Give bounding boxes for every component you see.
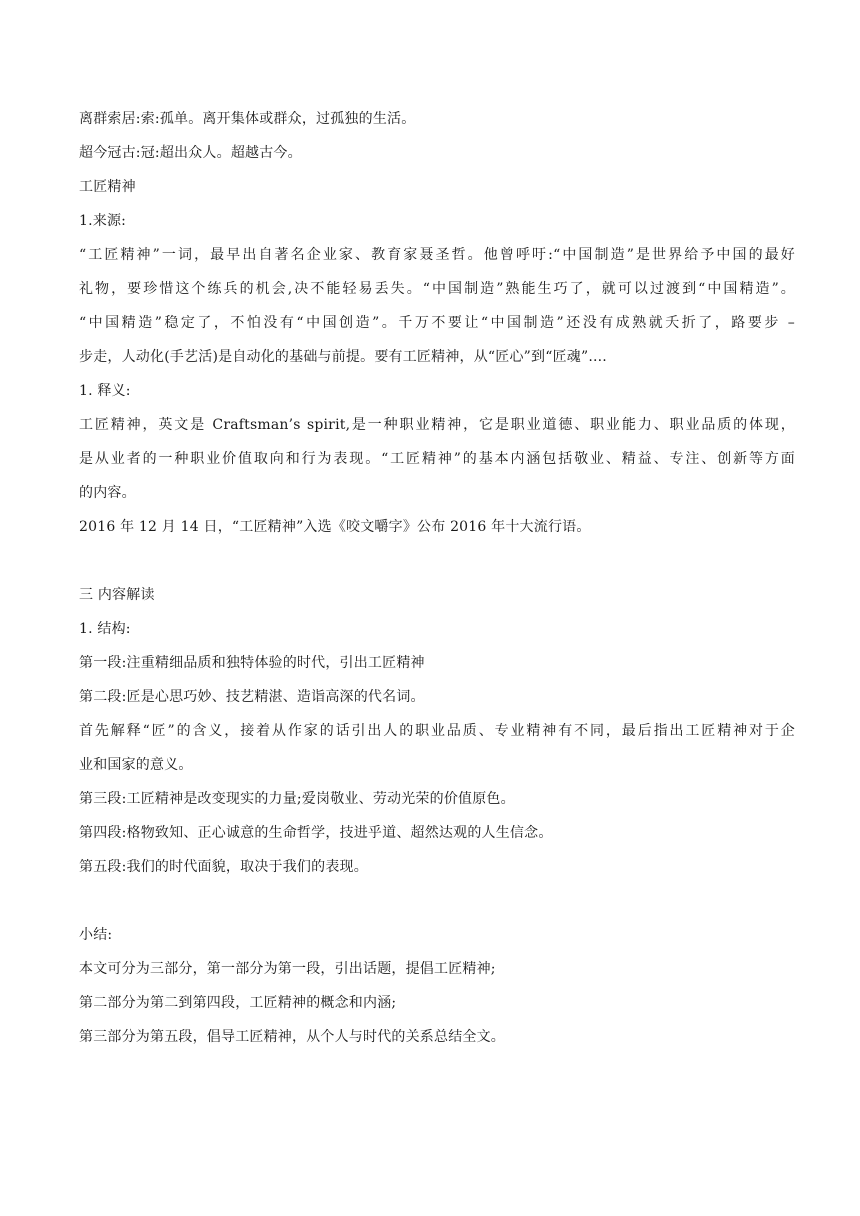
text-line: 2016 年 12 月 14 日，“工匠精神”入选《咬文嚼字》公布 2016 年十大流行语。: [79, 519, 591, 535]
text-line: 第五段:我们的时代面貌，取决于我们的表现。: [79, 859, 368, 875]
subsection-heading: 1. 结构:: [79, 621, 131, 637]
paragraph-line: 的内容。: [79, 485, 136, 501]
paragraph-line: “工匠精神”一词，最早出自著名企业家、教育家聂圣哲。他曾呼吁:“中国制造”是世界给予中国的最好: [79, 247, 795, 263]
text-line: 第三部分为第五段，倡导工匠精神，从个人与时代的关系总结全文。: [79, 1029, 505, 1045]
section-heading: 工匠精神: [79, 179, 136, 195]
section-heading: 小结:: [79, 927, 113, 943]
paragraph-line: 工匠精神，英文是 Craftsman’s spirit,是一种职业精神，它是职业道德、职业能力、职业品质的体现，: [79, 417, 795, 433]
text-line: 第四段:格物致知、正心诚意的生命哲学，技进乎道、超然达观的人生信念。: [79, 825, 553, 841]
paragraph-line: 是从业者的一种职业价值取向和行为表现。“工匠精神”的基本内涵包括敬业、精益、专注、创新等方面: [79, 451, 795, 467]
paragraph-line: 首先解释“匠”的含义，接着从作家的话引出人的职业品质、专业精神有不同，最后指出工匠精神对于企: [79, 723, 795, 739]
text-line: 第三段:工匠精神是改变现实的力量;爱岗敬业、劳动光荣的价值原色。: [79, 791, 515, 807]
text-line: 离群索居:索:孤单。离开集体或群众，过孤独的生活。: [79, 111, 416, 127]
text-line: 超今冠古:冠:超出众人。超越古今。: [79, 145, 302, 161]
section-heading: 三 内容解读: [79, 587, 155, 603]
paragraph-line: “中国精造”稳定了，不怕没有“中国创造”。千万不要让“中国制造”还没有成熟就夭折了，路要步 –: [79, 315, 795, 331]
text-line: 第二段:匠是心思巧妙、技艺精湛、造诣高深的代名词。: [79, 689, 425, 705]
paragraph-line: 礼物，要珍惜这个练兵的机会,决不能轻易丢失。“中国制造”熟能生巧了，就可以过渡到“中国精造”。: [79, 281, 795, 297]
blank-line: [79, 888, 795, 922]
text-line: 第二部分为第二到第四段，工匠精神的概念和内涵;: [79, 995, 397, 1011]
paragraph-line: 业和国家的意义。: [79, 757, 193, 773]
paragraph-line: 步走，人动化(手艺活)是自动化的基础与前提。要有工匠精神，从“匠心”到“匠魂”....: [79, 349, 607, 365]
subsection-heading: 1.来源:: [79, 213, 127, 229]
text-line: 第一段:注重精细品质和独特体验的时代，引出工匠精神: [79, 655, 425, 671]
document-body: [79, 106, 795, 1058]
text-line: 本文可分为三部分，第一部分为第一段，引出话题，提倡工匠精神;: [79, 961, 496, 977]
blank-line: [79, 548, 795, 582]
subsection-heading: 1. 释义:: [79, 383, 131, 399]
